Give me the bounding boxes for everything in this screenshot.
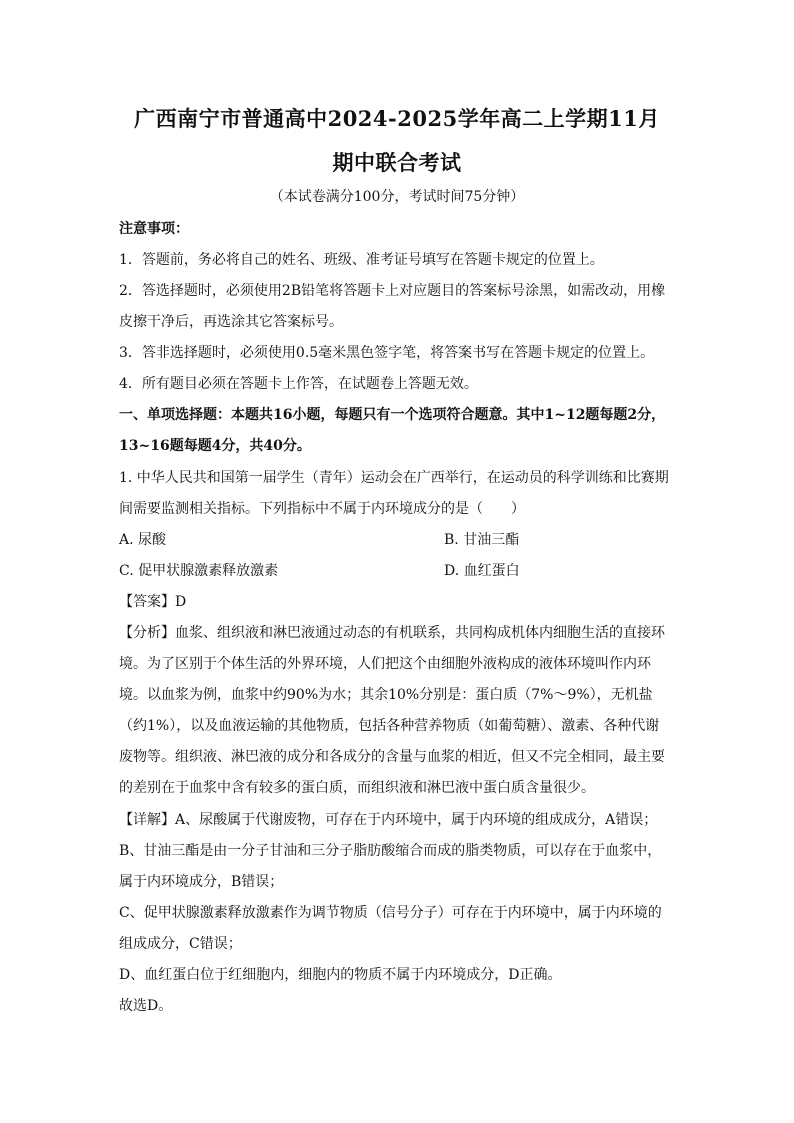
analysis-line: 境。以血浆为例，血浆中约90%为水；其余10%分别是：蛋白质（7%～9%），无机盐 (119, 687, 653, 703)
analysis-line: 废物等。组织液、淋巴液的成分和各成分的含量与血浆的相近，但又不完全相同，最主要 (119, 749, 665, 765)
detail-line: D、血红蛋白位于红细胞内，细胞内的物质不属于内环境成分，D正确。 (119, 967, 562, 983)
question-stem-line2: 间需要监测相关指标。下列指标中不属于内环境成分的是（ ） (119, 501, 525, 517)
detail-line: C、促甲状腺激素释放激素作为调节物质（信号分子）可存在于内环境中，属于内环境的 (119, 905, 662, 921)
exam-info: （本试卷满分100分，考试时间75分钟） (269, 189, 525, 205)
note-item: 皮擦干净后，再选涂其它答案标号。 (119, 314, 343, 330)
analysis-line: （约1%），以及血液运输的其他物质，包括各种营养物质（如葡萄糖）、激素、各种代谢 (119, 718, 660, 734)
detail-line: 属于内环境成分，B错误； (119, 874, 284, 890)
note-item: 4．所有题目必须在答题卡上作答，在试题卷上答题无效。 (119, 376, 478, 392)
option-c: C. 促甲状腺激素释放激素 (119, 563, 279, 579)
note-item: 3．答非选择题时，必须使用0.5毫米黑色签字笔，将答案书写在答题卡规定的位置上。 (119, 345, 655, 361)
analysis-line: 境。为了区别于个体生活的外界环境，人们把这个由细胞外液构成的液体环境叫作内环 (119, 656, 651, 672)
option-a: A. 尿酸 (119, 532, 167, 548)
detail-line: 故选D。 (119, 998, 173, 1014)
analysis-line: 的差别在于血浆中含有较多的蛋白质，而组织液和淋巴液中蛋白质含量很少。 (119, 780, 595, 796)
section-heading-line2: 13~16题每题4分，共40分。 (119, 438, 311, 454)
section-heading-line1: 一、单项选择题：本题共16小题，每题只有一个选项符合题意。其中1~12题每题2分， (119, 407, 666, 423)
question-stem-line1: 1. 中华人民共和国第一届学生（青年）运动会在广西举行，在运动员的科学训练和比赛期 (119, 470, 669, 486)
note-item: 2．答选择题时，必须使用2B铅笔将答题卡上对应题目的答案标号涂黑，如需改动，用橡 (119, 283, 666, 299)
detail-line: 组成成分，C错误； (119, 936, 242, 952)
option-b: B. 甘油三酯 (444, 532, 520, 548)
notes-heading: 注意事项： (119, 221, 189, 237)
answer-line: 【答案】D (119, 594, 187, 610)
analysis-line: 【分析】血浆、组织液和淋巴液通过动态的有机联系，共同构成机体内细胞生活的直接环 (119, 625, 665, 641)
option-d: D. 血红蛋白 (444, 563, 520, 579)
detail-line: 【详解】A、尿酸属于代谢废物，可存在于内环境中，属于内环境的组成成分，A错误； (119, 812, 658, 828)
detail-line: B、甘油三酯是由一分子甘油和三分子脂肪酸缩合而成的脂类物质，可以存在于血浆中， (119, 843, 662, 859)
note-item: 1．答题前，务必将自己的姓名、班级、准考证号填写在答题卡规定的位置上。 (119, 252, 604, 268)
document-title-line1: 广西南宁市普通高中2024-2025学年高二上学期11月 (134, 106, 660, 131)
document-title-line2: 期中联合考试 (332, 150, 462, 175)
